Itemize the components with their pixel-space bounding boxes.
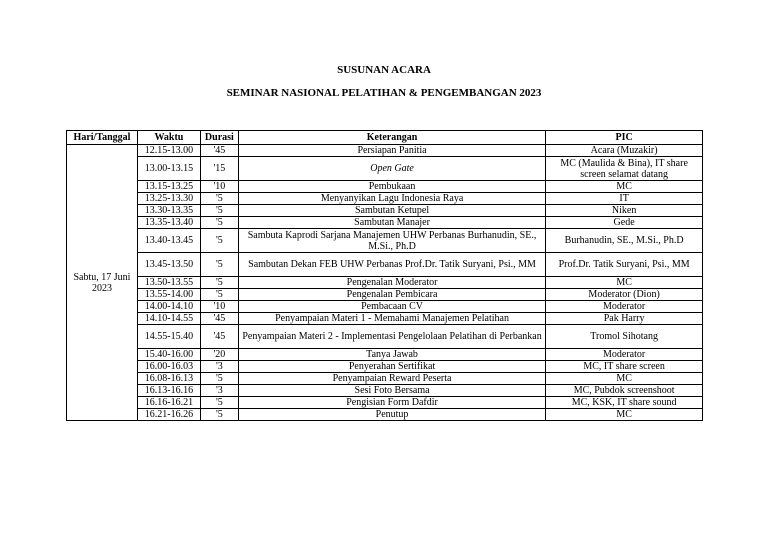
durasi-cell: '45 — [200, 313, 238, 325]
durasi-cell: '5 — [200, 373, 238, 385]
keterangan-cell: Sambutan Dekan FEB UHW Perbanas Prof.Dr. Tatik Suryani, Psi., MM — [238, 253, 545, 277]
durasi-cell: '5 — [200, 229, 238, 253]
table-row — [67, 289, 703, 301]
document-title: SUSUNAN ACARA — [337, 64, 431, 76]
pic-cell: Moderator (Dion) — [546, 289, 703, 301]
keterangan-cell: Sambuta Kaprodi Sarjana Manajemen UHW Perbanas Burhanudin, SE., M.Si., Ph.D — [238, 229, 545, 253]
waktu-cell: 12.15-13.00 — [137, 145, 200, 157]
waktu-cell: 16.16-16.21 — [137, 397, 200, 409]
keterangan-cell: Tanya Jawab — [238, 349, 545, 361]
keterangan-cell: Pengisian Form Dafdir — [238, 397, 545, 409]
durasi-cell: '15 — [200, 157, 238, 181]
table-row — [67, 409, 703, 421]
pic-cell: MC (Maulida & Bina), IT share screen selamat datang — [546, 157, 703, 181]
table-row — [67, 205, 703, 217]
waktu-cell: 15.40-16.00 — [137, 349, 200, 361]
waktu-cell: 16.21-16.26 — [137, 409, 200, 421]
waktu-cell: 13.55-14.00 — [137, 289, 200, 301]
durasi-cell: '5 — [200, 205, 238, 217]
durasi-cell: '45 — [200, 145, 238, 157]
keterangan-cell: Sesi Foto Bersama — [238, 385, 545, 397]
keterangan-cell: Pengenalan Pembicara — [238, 289, 545, 301]
table-row — [67, 385, 703, 397]
agenda-table — [66, 130, 703, 421]
col-header-keterangan: Keterangan — [238, 131, 545, 145]
pic-cell: Prof.Dr. Tatik Suryani, Psi., MM — [546, 253, 703, 277]
durasi-cell: '5 — [200, 289, 238, 301]
keterangan-cell: Pembukaan — [238, 181, 545, 193]
waktu-cell: 16.00-16.03 — [137, 361, 200, 373]
pic-cell: MC — [546, 373, 703, 385]
waktu-cell: 14.55-15.40 — [137, 325, 200, 349]
table-row — [67, 313, 703, 325]
waktu-cell: 16.08-16.13 — [137, 373, 200, 385]
col-header-durasi: Durasi — [200, 131, 238, 145]
waktu-cell: 14.00-14.10 — [137, 301, 200, 313]
durasi-cell: '5 — [200, 409, 238, 421]
keterangan-cell: Menyanyikan Lagu Indonesia Raya — [238, 193, 545, 205]
waktu-cell: 13.30-13.35 — [137, 205, 200, 217]
table-row — [67, 325, 703, 349]
durasi-cell: '20 — [200, 349, 238, 361]
durasi-cell: '5 — [200, 193, 238, 205]
waktu-cell: 13.00-13.15 — [137, 157, 200, 181]
table-row — [67, 349, 703, 361]
col-header-pic: PIC — [546, 131, 703, 145]
pic-cell: Niken — [546, 205, 703, 217]
pic-cell: MC — [546, 409, 703, 421]
durasi-cell: '5 — [200, 397, 238, 409]
keterangan-cell: Pembacaan CV — [238, 301, 545, 313]
waktu-cell: 13.45-13.50 — [137, 253, 200, 277]
pic-cell: Tromol Sihotang — [546, 325, 703, 349]
table-header-row — [67, 131, 703, 145]
pic-cell: MC, Pubdok screenshoot — [546, 385, 703, 397]
durasi-cell: '5 — [200, 253, 238, 277]
pic-cell: Moderator — [546, 301, 703, 313]
table-row — [67, 373, 703, 385]
table-row — [67, 193, 703, 205]
keterangan-cell: Penyampaian Materi 1 - Memahami Manajemen Pelatihan — [238, 313, 545, 325]
waktu-cell: 13.50-13.55 — [137, 277, 200, 289]
pic-cell: Pak Harry — [546, 313, 703, 325]
table-row — [67, 157, 703, 181]
pic-cell: Burhanudin, SE., M.Si., Ph.D — [546, 229, 703, 253]
durasi-cell: '3 — [200, 385, 238, 397]
waktu-cell: 13.40-13.45 — [137, 229, 200, 253]
waktu-cell: 13.15-13.25 — [137, 181, 200, 193]
table-row — [67, 397, 703, 409]
table-row — [67, 361, 703, 373]
table-row — [67, 229, 703, 253]
durasi-cell: '45 — [200, 325, 238, 349]
col-header-waktu: Waktu — [137, 131, 200, 145]
keterangan-cell: Penyerahan Sertifikat — [238, 361, 545, 373]
table-row — [67, 253, 703, 277]
keterangan-cell: Pengenalan Moderator — [238, 277, 545, 289]
pic-cell: Acara (Muzakir) — [546, 145, 703, 157]
pic-cell: MC, KSK, IT share sound — [546, 397, 703, 409]
table-row — [67, 145, 703, 157]
waktu-cell: 13.25-13.30 — [137, 193, 200, 205]
table-row — [67, 181, 703, 193]
durasi-cell: '10 — [200, 301, 238, 313]
durasi-cell: '5 — [200, 217, 238, 229]
keterangan-cell: Open Gate — [238, 157, 545, 181]
pic-cell: Gede — [546, 217, 703, 229]
keterangan-cell: Sambutan Ketupel — [238, 205, 545, 217]
day-cell: Sabtu, 17 Juni 2023 — [67, 145, 138, 421]
keterangan-cell: Penyampaian Reward Peserta — [238, 373, 545, 385]
document-subtitle: SEMINAR NASIONAL PELATIHAN & PENGEMBANGAN 2023 — [226, 87, 542, 99]
waktu-cell: 16.13-16.16 — [137, 385, 200, 397]
pic-cell: IT — [546, 193, 703, 205]
durasi-cell: '10 — [200, 181, 238, 193]
waktu-cell: 13.35-13.40 — [137, 217, 200, 229]
table-row — [67, 217, 703, 229]
durasi-cell: '3 — [200, 361, 238, 373]
col-header-hari: Hari/Tanggal — [67, 131, 138, 145]
keterangan-cell: Penutup — [238, 409, 545, 421]
pic-cell: MC, IT share screen — [546, 361, 703, 373]
pic-cell: MC — [546, 277, 703, 289]
keterangan-cell: Sambutan Manajer — [238, 217, 545, 229]
pic-cell: MC — [546, 181, 703, 193]
keterangan-cell: Penyampaian Materi 2 - Implementasi Pengelolaan Pelatihan di Perbankan — [238, 325, 545, 349]
waktu-cell: 14.10-14.55 — [137, 313, 200, 325]
pic-cell: Moderator — [546, 349, 703, 361]
table-row — [67, 301, 703, 313]
keterangan-cell: Persiapan Panitia — [238, 145, 545, 157]
table-row — [67, 277, 703, 289]
durasi-cell: '5 — [200, 277, 238, 289]
